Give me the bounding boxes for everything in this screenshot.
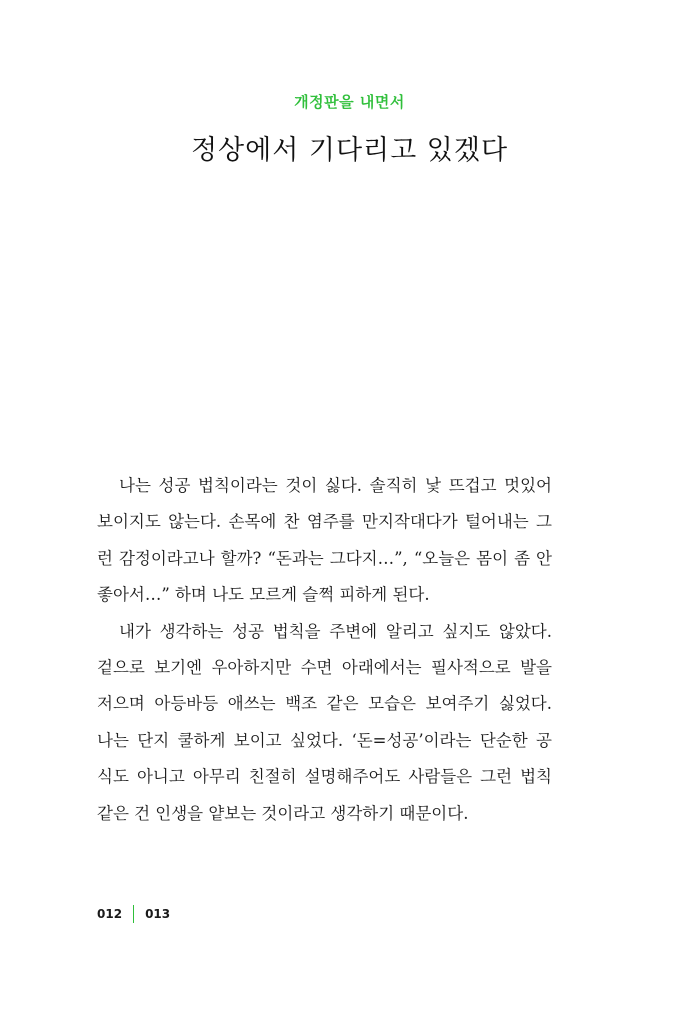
- paragraph: [97, 614, 552, 832]
- chapter-kicker: 개정판을 내면서: [294, 93, 405, 111]
- text-line: 런 감정이라고나 할까? “돈과는 그다지…”, “오늘은 몸이 좀 안: [97, 548, 552, 568]
- text-line: 내가 생각하는 성공 법칙을 주변에 알리고 싶지도 않았다.: [119, 621, 552, 641]
- text-line: 보이지도 않는다. 손목에 찬 염주를 만지작대다가 털어내는 그: [97, 512, 552, 532]
- text-line: 겉으로 보기엔 우아하지만 수면 아래에서는 필사적으로 발을: [97, 657, 552, 677]
- body-text: [97, 468, 552, 832]
- text-line: 같은 건 인생을 얕보는 것이라고 생각하기 때문이다.: [97, 803, 469, 823]
- text-line: 좋아서…” 하며 나도 모르게 슬쩍 피하게 된다.: [97, 585, 430, 605]
- chapter-title: 정상에서 기다리고 있겠다: [190, 135, 509, 166]
- left-page-number: 012: [97, 907, 123, 921]
- text-line: 나는 단지 쿨하게 보이고 싶었다. ‘돈=성공’이라는 단순한 공: [97, 730, 552, 750]
- text-line: 저으며 아등바등 애쓰는 백조 같은 모습은 보여주기 싫었다.: [97, 694, 552, 714]
- right-page-number: 013: [145, 907, 171, 921]
- page-folio: [97, 904, 170, 924]
- text-line: 식도 아니고 아무리 친절히 설명해주어도 사람들은 그런 법칙: [97, 767, 552, 787]
- folio-divider: [133, 905, 134, 923]
- text-line: 나는 성공 법칙이라는 것이 싫다. 솔직히 낯 뜨겁고 멋있어: [119, 476, 552, 495]
- paragraph: [97, 468, 552, 614]
